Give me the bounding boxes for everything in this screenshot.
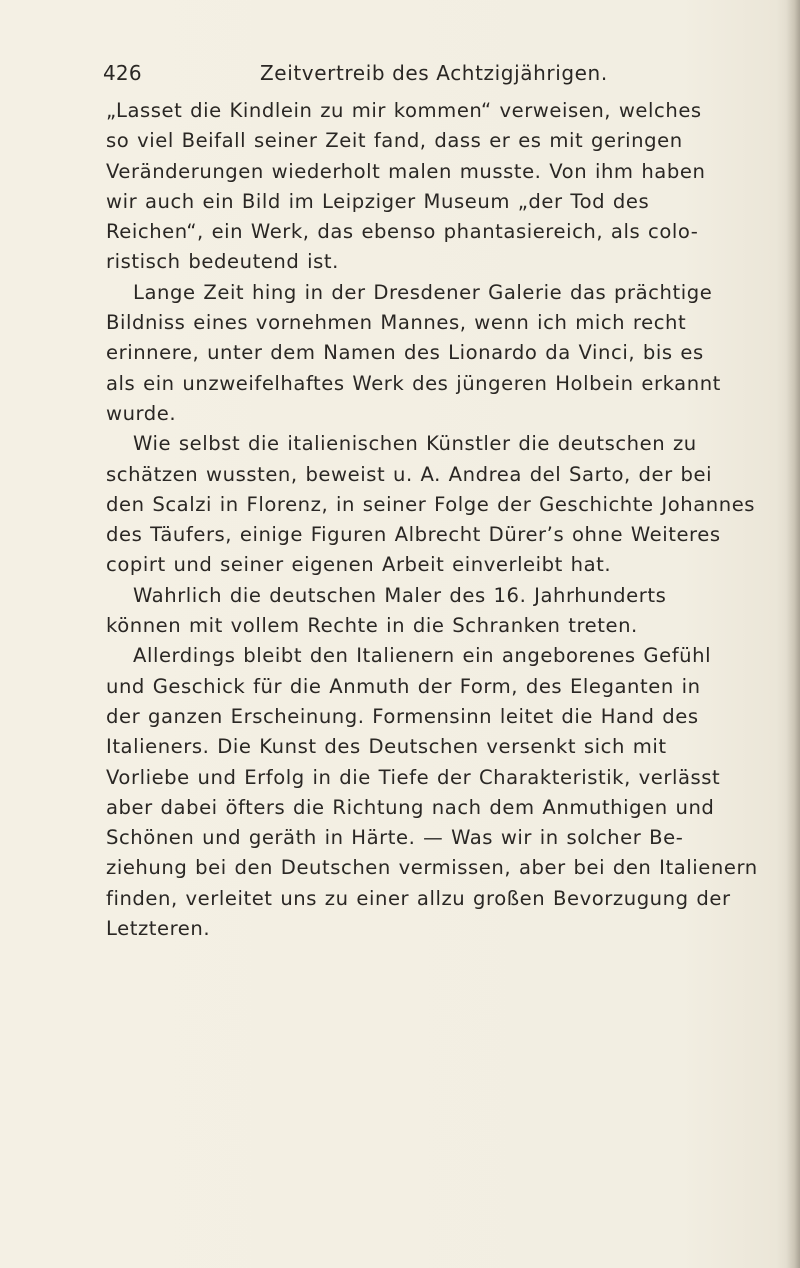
text-line: „Lasset die Kindlein zu mir kommen“ verweisen, welches [106,99,702,122]
text-line: ristisch bedeutend ist. [106,250,339,274]
text-line: und Geschick für die Anmuth der Form, des Eleganten in [106,674,701,698]
text-line: Veränderungen wiederholt malen musste. Von ihm haben [106,159,706,183]
text-line: copirt und seiner eigenen Arbeit einverleibt hat. [106,553,612,577]
text-line: Allerdings bleibt den Italienern ein angeborenes Gefühl [133,644,712,668]
text-line: finden, verleitet uns zu einer allzu großen Bevorzugung der [106,886,731,910]
page-header [103,60,723,86]
text-line: ziehung bei den Deutschen vermissen, aber bei den Italienern [106,856,758,880]
text-line: aber dabei öfters die Richtung nach dem Anmuthigen und [106,795,715,819]
text-line: des Täufers, einige Figuren Albrecht Dürer’s ohne Weiteres [106,523,721,547]
text-line: Letzteren. [106,917,211,941]
text-line: den Scalzi in Florenz, in seiner Folge der Geschichte Johannes [106,492,756,516]
text-line: erinnere, unter dem Namen des Lionardo da Vinci, bis es [106,341,704,365]
page-edge-shadow [786,0,800,1268]
text-line: schätzen wussten, beweist u. A. Andrea del Sarto, der bei [106,462,713,486]
text-line: Lange Zeit hing in der Dresdener Galerie das prächtige [133,280,713,304]
text-line: Wie selbst die italienischen Künstler die deutschen zu [133,432,697,456]
text-line: so viel Beifall seiner Zeit fand, dass er es mit geringen [106,129,683,153]
text-line: Reichen“, ein Werk, das ebenso phantasiereich, als colo- [106,220,699,244]
text-line: Wahrlich die deutschen Maler des 16. Jahrhunderts [133,583,667,607]
text-line: wurde. [106,401,177,425]
text-line: Bildniss eines vornehmen Mannes, wenn ich mich recht [106,311,687,335]
text-line: Schönen und geräth in Härte. — Was wir in solcher Be- [106,826,684,850]
text-line: der ganzen Erscheinung. Formensinn leitet die Hand des [106,704,699,728]
page-number: 426 [103,61,142,85]
text-line: Vorliebe und Erfolg in die Tiefe der Charakteristik, verlässt [106,765,721,789]
text-line: Italieners. Die Kunst des Deutschen versenkt sich mit [106,735,667,759]
text-line: können mit vollem Rechte in die Schranken treten. [106,614,638,638]
text-line: als ein unzweifelhaftes Werk des jüngeren Holbein erkannt [106,371,721,395]
text-line: wir auch ein Bild im Leipziger Museum „der Tod des [106,189,650,213]
running-head: Zeitvertreib des Achtzigjährigen. [260,61,608,85]
body-text [106,96,786,944]
